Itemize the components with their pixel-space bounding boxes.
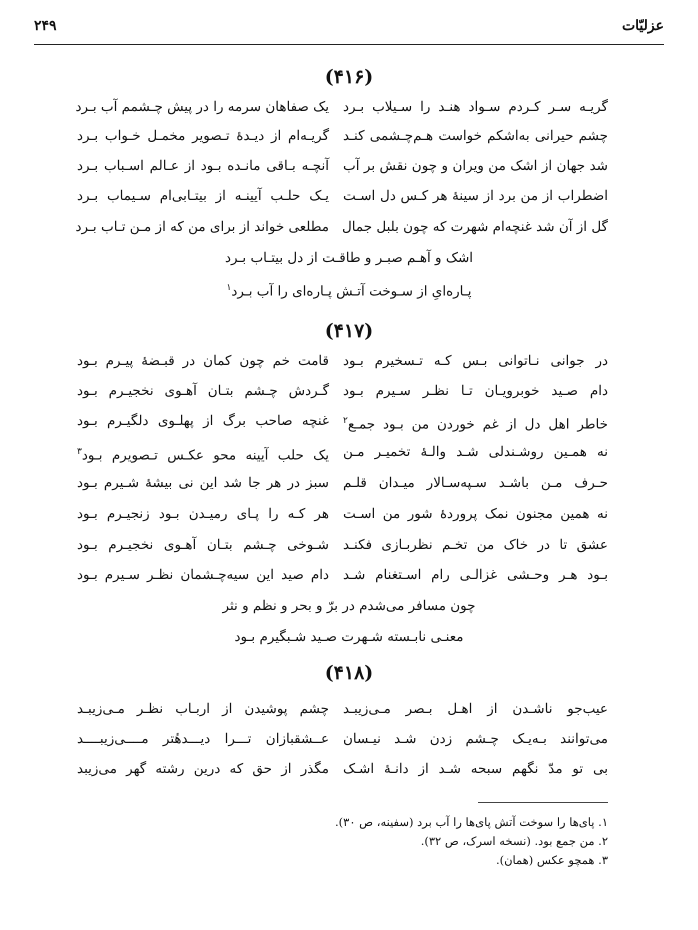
- verse-418-1b: چشم پوشیدن از اربـاب نظـر مـی‌زیبـد: [77, 701, 329, 717]
- verse-417-3b: غنچه صاحب برگ از پهلـوی دلگیـرم بـود: [77, 413, 329, 429]
- page-header: [34, 18, 664, 40]
- verse-416-5b: مطلعی خواند از برای من که از مـن تـاب بـرد: [75, 219, 329, 235]
- verse-417-1b: قامت خم چون کمان در قبـضهٔ پیـرم بـود: [77, 353, 329, 369]
- verse-417-8b: دام صید این سیه‌چـشمان نظـر سـیرم بـود: [77, 567, 329, 583]
- verse-417-8a: بـود هـر وحـشی غزالـی رام اسـتغنام شـد: [343, 567, 608, 583]
- verse-418-3a: بی تو مدّ نگهم سبحه شـد از دانـهٔ اشـک: [343, 761, 608, 777]
- verse-417-2b: گـردش چـشم بتـان آهـوی نخجیـرم بـود: [77, 383, 329, 399]
- verse-417-4b-wrap: [77, 443, 329, 465]
- verse-417-3a-wrap: [343, 412, 608, 434]
- verse-417-7a: عشق تا در خاک من تخـم نظربـازی فکنـد: [343, 537, 608, 553]
- verse-416-1b: یک صفاهان سرمه را در پیش چـشمم آب بـرد: [75, 99, 329, 115]
- verse-417-6a: نه همین مجنون نمک پروردهٔ شور من اسـت: [343, 506, 608, 522]
- verse-416-5a: گل از آن شد غنچه‌ام شهرت که چون بلبل جمال: [342, 219, 608, 235]
- ghazal-417-number: (۴۱۷): [324, 320, 374, 342]
- verse-417-3a: خاطر اهل دل از غم خوردن من بـود جمـع: [347, 416, 608, 433]
- verse-416-4a: اضطراب از من برد از سینهٔ هر کـس دل اسـت: [343, 188, 608, 204]
- verse-416-closing-a: اشک و آهـم صبـر و طاقـت از دل بیتـاب بـرد: [224, 250, 474, 266]
- ghazal-416-number: (۴۱۶): [324, 66, 374, 88]
- verse-418-2b: عــشقبازان تـــرا دیـــدهٔتر مــــی‌زیبــــد: [77, 731, 329, 747]
- verse-416-closing-b: پـاره‌ایِ از سـوخت آتـش پـاره‌ای را آب بـرد: [231, 283, 472, 300]
- footnote-mark: ۲: [343, 416, 348, 426]
- verse-416-1a: گریـه سـر کـردم سـواد هنـد را سـیلاب بـرد: [343, 99, 608, 115]
- verse-416-3b: آنچـه بـاقی مانـده بـود از عـالم اسـباب بـرد: [77, 158, 329, 174]
- verse-418-2a: می‌توانند بـه‌یـک چـشم زدن شـد نیـسان: [343, 731, 608, 747]
- verse-418-1a: عیب‌جو ناشـدن از اهـل بـصر مـی‌زیبـد: [343, 701, 608, 717]
- verse-418-3b: مگذر از حق که درین رشته گهر می‌زیبد: [77, 761, 329, 777]
- verse-417-2a: دام صـید خوبرویـان تـا نظـر سـیرم بـود: [343, 383, 608, 399]
- verse-417-4b: یک حلب آیینه محو عکـس تـصویرم بـود: [81, 447, 329, 464]
- verse-417-1a: در جوانی نـاتوانی بـس کـه تـسخیرم بـود: [343, 353, 608, 369]
- verse-417-5b: سبز در هر جا شد این نی بیشهٔ شـیرم بـود: [77, 475, 329, 491]
- verse-416-closing-b-wrap: [0, 279, 698, 301]
- footnote-2: ۲. من جمع بود. (نسخه اسرک، ص ۳۲).: [420, 834, 608, 848]
- footnote-mark: ۱: [226, 283, 232, 293]
- verse-417-closing-a: چون مسافر می‌شدم در برّ و بحر و نظم و نثر: [222, 598, 476, 614]
- verse-417-6b: هر کـه را پـای رمیـدن بـود زنجیـرم بـود: [77, 506, 329, 522]
- verse-417-closing-b: معنـی نابـسته شـهرت صـید شـبگیرم بـود: [234, 629, 464, 645]
- header-rule: [34, 44, 664, 45]
- verse-417-4a: نه همـین روشـندلی شـد والـهٔ تخمیـر مـن: [343, 444, 608, 460]
- footnote-3: ۳. همچو عکس (همان).: [495, 853, 608, 867]
- verse-416-4b: یـک حلـب آیینـه از بیتـابی‌ام سـیماب بـرد: [77, 188, 329, 204]
- verse-417-5a: حـرف مـن باشـد سـپه‌سـالار میـدان قلـم: [343, 475, 608, 491]
- verse-416-2a: چشم حیرانی به‌اشکم خواست هـم‌چـشمی کنـد: [343, 128, 608, 144]
- footnote-1: ۱. پای‌ها را سوخت آتش پای‌ها را آب برد (سفینه، ص ۳۰).: [335, 815, 608, 829]
- verse-417-7b: شـوخی چـشم بتـان آهـوی نخجیـرم بـود: [77, 537, 329, 553]
- footnote-rule: [478, 802, 608, 803]
- running-title: عزلیّات: [621, 18, 664, 34]
- page-number: ۲۴۹: [34, 18, 57, 34]
- footnote-mark: ۳: [77, 447, 82, 457]
- ghazal-418-number: (۴۱۸): [324, 662, 374, 684]
- verse-416-2b: گریـه‌ام از دیـدهٔ تـصویر مخمـل خـواب بـرد: [77, 128, 329, 144]
- verse-416-3a: شد جهان از اشک من ویران و چون نقش بر آب: [343, 158, 608, 174]
